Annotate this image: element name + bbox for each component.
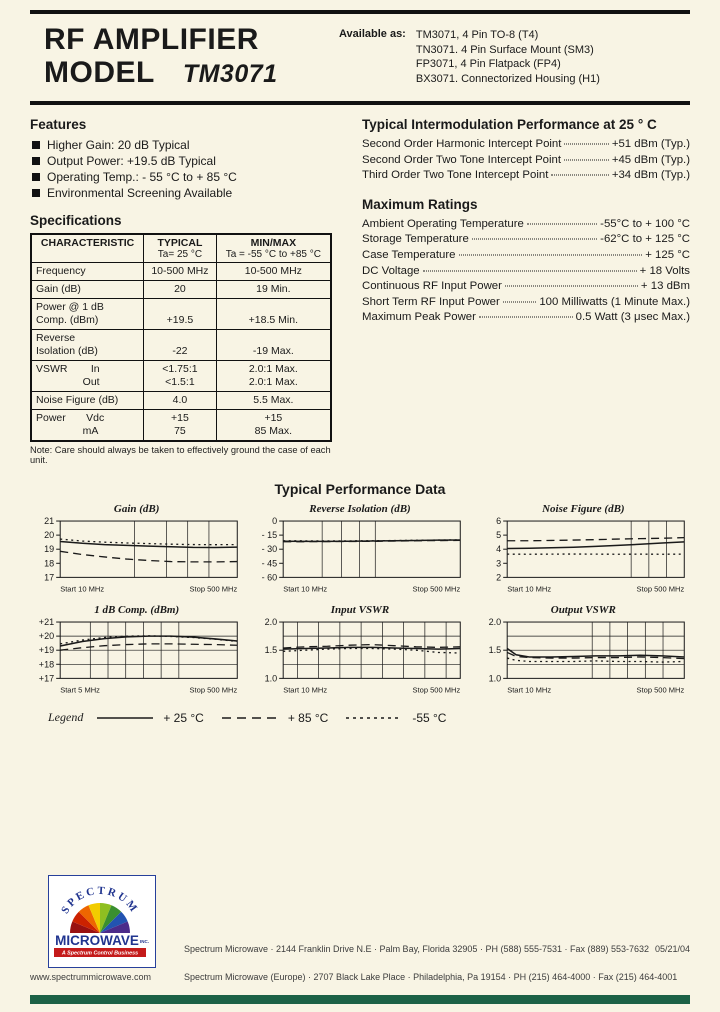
footer — [30, 875, 690, 982]
spec-cell-line: Comp. (dBm) — [36, 314, 99, 326]
bullet-square-icon — [32, 157, 40, 165]
spec-col-subtitle: Ta= 25 °C — [157, 249, 203, 260]
output-vswr-chart — [477, 604, 690, 699]
legend-item — [344, 711, 446, 725]
spec-note: Note: Care should always be taken to effectively ground the case of each unit. — [30, 445, 331, 465]
y-tick-label: +19 — [38, 644, 55, 655]
rating-item-label: Short Term RF Input Power — [362, 295, 500, 308]
spec-cell — [31, 263, 144, 281]
spec-cell-line: <1.5:1 — [165, 376, 195, 388]
noise-figure-chart-title: Noise Figure (dB) — [542, 503, 625, 515]
y-tick-label: +17 — [38, 672, 55, 683]
rating-item-value: -55°C to + 100 °C — [600, 217, 690, 230]
footer-bar — [30, 995, 690, 1004]
bullet-square-icon — [32, 189, 40, 197]
logo-inc-text: INC. — [140, 939, 149, 944]
spec-cell — [31, 392, 144, 410]
output-vswr-chart-title: Output VSWR — [550, 603, 616, 616]
intermod-item — [362, 168, 690, 184]
y-tick-label: 1.0 — [264, 672, 278, 683]
features-heading: Features — [30, 117, 87, 132]
spec-row — [31, 263, 331, 281]
x-start-label: Start 10 MHz — [283, 684, 328, 694]
comp-chart-plot — [30, 616, 243, 699]
x-stop-label: Stop 500 MHz — [636, 584, 684, 594]
spec-cell-line: Gain (dB) — [36, 283, 81, 295]
available-option: FP3071, 4 Pin Flatpack (FP4) — [415, 58, 561, 70]
feature-item — [32, 185, 348, 201]
spec-cell-line — [221, 332, 326, 345]
rating-item-label: Storage Temperature — [362, 233, 469, 246]
comp-chart-title: 1 dB Comp. (dBm) — [94, 603, 180, 616]
title-line2 — [44, 56, 278, 91]
header-rule-bottom — [30, 101, 690, 105]
series-line — [507, 658, 684, 662]
legend-item — [95, 711, 204, 725]
y-tick-label: 1.0 — [488, 672, 501, 683]
spectrum-microwave-logo-icon — [50, 877, 150, 961]
y-tick-label: 18 — [44, 558, 55, 569]
series-line — [507, 538, 684, 541]
y-tick-label: - 60 — [261, 572, 278, 583]
spec-cell-line: -22 — [172, 345, 188, 357]
spec-cell-line: 85 Max. — [254, 425, 293, 437]
intermod-item — [362, 137, 690, 153]
spec-cell-line: 2.0:1 Max. — [248, 363, 298, 375]
intermod-item-value: +51 dBm (Typ.) — [611, 138, 690, 150]
dotted-leader — [479, 317, 573, 318]
feature-item-label: Environmental Screening Available — [47, 186, 233, 200]
bullet-square-icon — [32, 141, 40, 149]
y-tick-label: 2 — [495, 572, 501, 583]
noise-figure-chart — [477, 503, 690, 598]
comp-chart — [30, 604, 243, 699]
legend-item-label: + 85 °C — [287, 710, 329, 725]
y-tick-label: 2.0 — [264, 616, 278, 627]
reverse-isolation-chart-title: Reverse Isolation (dB) — [309, 503, 411, 515]
series-line — [60, 551, 237, 562]
spec-cell — [31, 361, 144, 392]
series-line — [507, 542, 684, 549]
available-as-label: Available as: — [339, 28, 406, 40]
legend-solid-line-icon — [95, 714, 155, 722]
x-start-label: Start 10 MHz — [283, 584, 328, 594]
company-logo — [48, 875, 156, 968]
spec-col-header — [31, 234, 144, 263]
dotted-leader — [503, 301, 537, 302]
intermod-heading: Typical Intermodulation Performance at 25 ° C — [362, 117, 657, 132]
spec-cell — [144, 299, 217, 330]
spec-cell-line: 4.0 — [172, 394, 188, 406]
legend-dash-line-icon — [220, 714, 280, 722]
spec-cell-line: Frequency — [36, 265, 86, 277]
spec-col-title: TYPICAL — [157, 237, 203, 249]
spec-table — [30, 233, 332, 442]
intermod-item-value: +45 dBm (Typ.) — [611, 153, 690, 166]
rating-item — [362, 248, 690, 264]
y-tick-label: +20 — [38, 630, 55, 641]
spec-col-header — [144, 234, 217, 263]
plot-frame — [284, 622, 461, 678]
spec-cell-line: mA — [36, 425, 99, 437]
y-tick-label: - 30 — [261, 544, 278, 555]
intermod-item — [362, 153, 690, 169]
spec-cell-line: 2.0:1 Max. — [248, 376, 298, 388]
spec-cell-line: 20 — [174, 283, 186, 295]
spec-row — [31, 361, 331, 392]
spec-cell — [144, 392, 217, 410]
reverse-isolation-chart-plot — [253, 515, 466, 598]
input-vswr-chart-plot — [253, 616, 466, 699]
spec-cell — [144, 410, 217, 442]
footer-url: www.spectrummicrowave.com — [30, 972, 152, 982]
rating-item-value: + 18 Volts — [639, 264, 690, 277]
spec-cell — [31, 299, 144, 330]
series-line — [60, 643, 237, 649]
main-columns — [30, 115, 690, 465]
y-tick-label: 17 — [44, 572, 55, 583]
spec-cell-line — [148, 332, 212, 345]
y-tick-label: 6 — [495, 516, 501, 527]
gain-chart-plot — [30, 515, 243, 598]
series-line — [60, 635, 237, 643]
left-column — [30, 115, 348, 465]
spec-cell-line: +19.5 — [166, 314, 194, 326]
right-column — [362, 115, 690, 465]
legend-items — [95, 711, 446, 725]
y-tick-label: +18 — [38, 658, 55, 669]
footer-date: 05/21/04 — [654, 944, 690, 954]
spec-cell-line: 10-500 MHz — [244, 265, 302, 277]
header — [30, 14, 690, 101]
spec-cell-line — [148, 301, 212, 314]
noise-figure-chart-plot — [477, 515, 690, 598]
rating-item-value: + 125 °C — [645, 248, 690, 261]
spec-col-title: CHARACTERISTIC — [40, 237, 135, 249]
footer-address-1-text: Spectrum Microwave · 2144 Franklin Drive N.E · Palm Bay, Florida 32905 · PH (588) 555-7531 · Fax (889) 553-7632 — [184, 944, 650, 954]
intermod-item-label: Second Order Two Tone Intercept Point — [362, 153, 562, 166]
x-stop-label: Stop 500 MHz — [412, 684, 461, 694]
spec-cell-line: Power Vdc — [36, 412, 105, 424]
footer-address-1 — [184, 944, 690, 968]
performance-data-heading: Typical Performance Data — [274, 481, 446, 497]
x-start-label: Start 10 MHz — [60, 584, 105, 594]
intermod-list — [362, 137, 690, 184]
rating-item-value: -62°C to + 125 °C — [600, 233, 690, 246]
spec-cell — [216, 330, 331, 361]
bullet-square-icon — [32, 173, 40, 181]
spec-cell-line: Reverse — [36, 332, 76, 344]
input-vswr-chart — [253, 604, 466, 699]
gain-chart-title: Gain (dB) — [113, 503, 160, 515]
intermod-item-label: Third Order Two Tone Intercept Point — [362, 169, 549, 182]
logo-tagline: A Spectrum Control Business — [61, 950, 139, 957]
spec-header-row — [31, 234, 331, 263]
legend-item-label: -55 °C — [412, 710, 447, 725]
rating-item-value: + 13 dBm — [640, 280, 690, 293]
feature-item-label: Output Power: +19.5 dB Typical — [47, 154, 216, 168]
spec-row — [31, 330, 331, 361]
charts-grid — [30, 503, 690, 698]
rating-item-label: Continuous RF Input Power — [362, 280, 502, 293]
spec-cell — [216, 361, 331, 392]
y-tick-label: 0 — [272, 516, 278, 527]
feature-item — [32, 137, 348, 153]
input-vswr-chart-title: Input VSWR — [330, 603, 390, 616]
spec-cell-line: +15 — [171, 412, 189, 424]
y-tick-label: 19 — [44, 544, 55, 555]
dotted-leader — [564, 159, 609, 160]
intermod-item-label: Second Order Harmonic Intercept Point — [362, 138, 562, 150]
rating-item-label: DC Voltage — [362, 264, 420, 277]
reverse-isolation-chart — [253, 503, 466, 598]
y-tick-label: 1.5 — [264, 644, 278, 655]
rating-item — [362, 295, 690, 311]
feature-item — [32, 153, 348, 169]
model-number: TM3071 — [182, 60, 278, 88]
spec-cell — [216, 299, 331, 330]
available-option: BX3071. Connectorized Housing (H1) — [415, 72, 600, 85]
feature-item-label: Operating Temp.: - 55 °C to + 85 °C — [47, 170, 237, 184]
y-tick-label: 4 — [495, 544, 501, 555]
max-ratings-heading: Maximum Ratings — [362, 196, 478, 212]
dotted-leader — [527, 223, 597, 224]
spec-cell — [144, 361, 217, 392]
title-model-word: MODEL — [44, 56, 155, 89]
spec-cell-line: Out — [36, 376, 100, 388]
page-title — [44, 24, 278, 91]
rating-item — [362, 310, 690, 326]
logo-arc-text: SPECTRUM — [59, 884, 141, 916]
spec-cell-line: -19 Max. — [252, 345, 294, 357]
y-tick-label: - 45 — [261, 558, 278, 569]
spec-cell-line: Noise Figure (dB) — [36, 394, 119, 406]
rating-item — [362, 279, 690, 295]
spec-cell-line: Isolation (dB) — [36, 345, 98, 357]
available-options — [416, 28, 600, 91]
spec-cell-line: +15 — [264, 412, 283, 424]
spec-cell-line: <1.75:1 — [162, 363, 198, 375]
spec-cell — [144, 330, 217, 361]
dotted-leader — [505, 286, 638, 287]
rating-item-label: Maximum Peak Power — [362, 311, 476, 324]
rating-item — [362, 232, 690, 248]
y-tick-label: 21 — [44, 516, 55, 527]
x-start-label: Start 10 MHz — [506, 684, 551, 694]
x-start-label: Start 5 MHz — [60, 684, 100, 694]
legend-word: Legend — [48, 710, 84, 724]
dotted-leader — [423, 270, 637, 271]
series-line — [507, 648, 684, 656]
x-stop-label: Stop 500 MHz — [189, 684, 238, 694]
features-list — [30, 137, 348, 201]
x-start-label: Start 10 MHz — [506, 584, 551, 594]
spec-cell — [216, 392, 331, 410]
spec-cell-line: 75 — [174, 425, 186, 437]
spec-row — [31, 410, 331, 442]
rating-item-value: 100 Milliwatts (1 Minute Max.) — [539, 295, 690, 308]
rating-item-label: Case Temperature — [362, 248, 456, 261]
legend-dot-line-icon — [344, 714, 404, 722]
dotted-leader — [551, 175, 608, 176]
feature-item — [32, 169, 348, 185]
spec-col-subtitle: Ta = -55 °C to +85 °C — [225, 249, 321, 260]
available-option: TN3071. 4 Pin Surface Mount (SM3) — [415, 43, 594, 56]
specifications-heading: Specifications — [30, 213, 122, 228]
x-stop-label: Stop 500 MHz — [636, 684, 684, 694]
y-tick-label: 5 — [495, 530, 501, 541]
spec-cell-line: +18.5 Min. — [248, 314, 298, 326]
plot-frame — [507, 521, 684, 577]
x-stop-label: Stop 500 MHz — [412, 584, 461, 594]
legend-item-label: + 25 °C — [163, 710, 204, 725]
spec-cell-line — [221, 301, 326, 314]
feature-item-label: Higher Gain: 20 dB Typical — [47, 138, 190, 152]
spec-cell — [144, 263, 217, 281]
spec-row — [31, 392, 331, 410]
dotted-leader — [472, 239, 597, 240]
available-option: TM3071, 4 Pin TO-8 (T4) — [415, 29, 539, 41]
max-ratings-list — [362, 217, 690, 326]
spec-cell — [216, 410, 331, 442]
dotted-leader — [459, 254, 643, 255]
spec-cell — [31, 281, 144, 299]
spec-row — [31, 299, 331, 330]
intermod-item-value: +34 dBm (Typ.) — [611, 169, 690, 182]
y-tick-label: - 15 — [261, 530, 278, 541]
logo-name-text: MICROWAVE — [55, 933, 139, 948]
rating-item — [362, 264, 690, 280]
spec-col-header — [216, 234, 331, 263]
rating-item — [362, 217, 690, 233]
spec-row — [31, 281, 331, 299]
available-as-block — [339, 24, 684, 91]
y-tick-label: 20 — [44, 530, 55, 541]
spec-cell-line: Power @ 1 dB — [36, 301, 104, 313]
dotted-leader — [564, 144, 608, 145]
spec-cell-line: VSWR In — [36, 363, 100, 375]
y-tick-label: +21 — [38, 616, 55, 627]
spec-cell — [31, 330, 144, 361]
spec-cell-line: 10-500 MHz — [151, 265, 209, 277]
spec-cell — [216, 263, 331, 281]
plot-frame — [60, 521, 237, 577]
y-tick-label: 1.5 — [488, 644, 501, 655]
y-tick-label: 3 — [495, 558, 501, 569]
title-line1: RF AMPLIFIER — [44, 23, 259, 56]
legend-item — [220, 711, 329, 725]
spec-cell — [31, 410, 144, 442]
spec-cell-line: 19 Min. — [256, 283, 291, 295]
plot-frame — [284, 521, 461, 577]
x-stop-label: Stop 500 MHz — [189, 584, 238, 594]
footer-address-2: Spectrum Microwave (Europe) · 2707 Black Lake Place · Philadelphia, Pa 19154 · PH (215) 464-4000 · Fax (215) 464-4001 — [184, 972, 678, 982]
gain-chart — [30, 503, 243, 598]
spec-cell — [144, 281, 217, 299]
spec-col-title: MIN/MAX — [250, 237, 297, 249]
spec-cell-line: 5.5 Max. — [253, 394, 294, 406]
y-tick-label: 2.0 — [488, 616, 501, 627]
rating-item-value: 0.5 Watt (3 μsec Max.) — [575, 311, 690, 324]
spec-cell — [216, 281, 331, 299]
output-vswr-chart-plot — [477, 616, 690, 699]
legend — [48, 710, 690, 725]
rating-item-label: Ambient Operating Temperature — [362, 217, 524, 230]
